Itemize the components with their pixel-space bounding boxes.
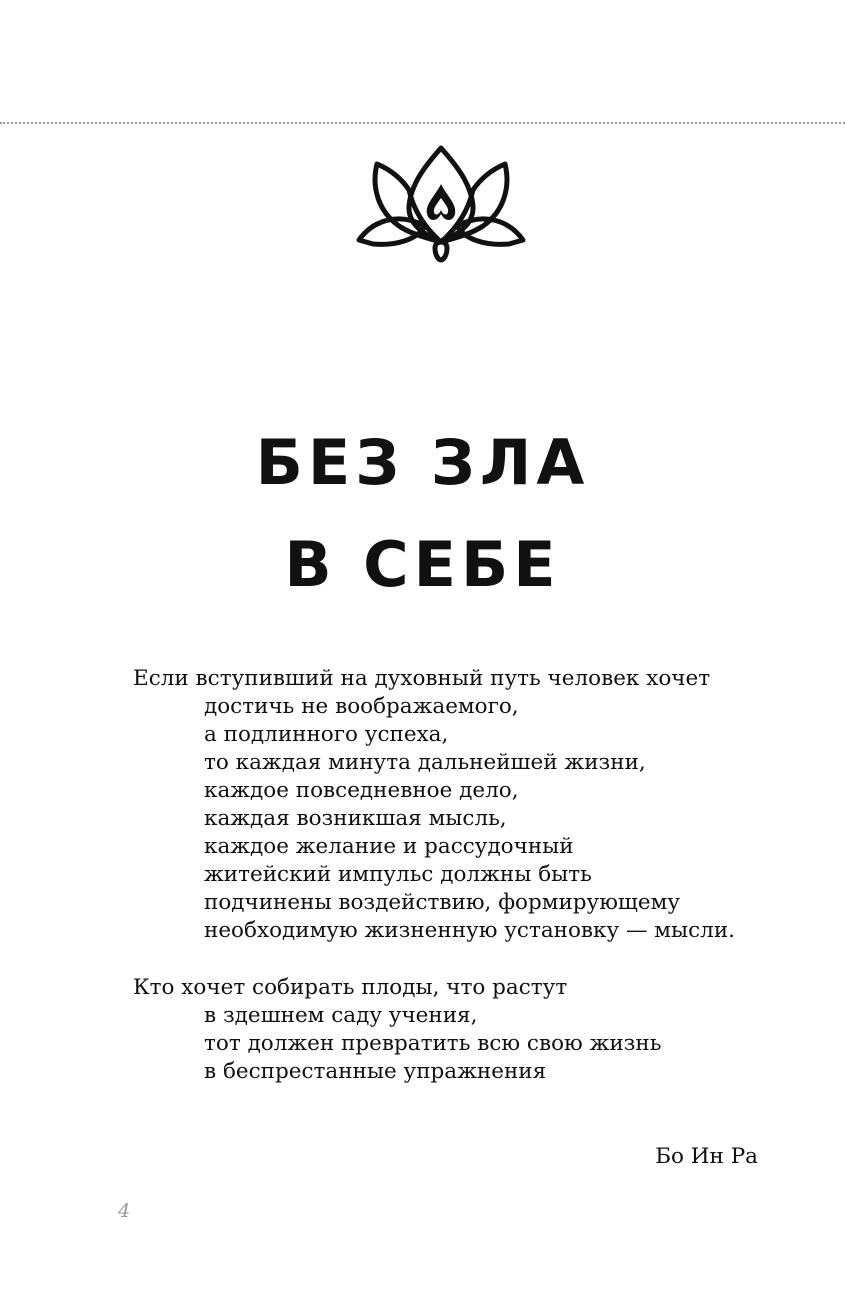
- author-attribution: Бо Ин Ра: [655, 1144, 758, 1169]
- stanza-1: [133, 665, 735, 945]
- page-title-line-1: БЕЗ ЗЛА: [255, 426, 590, 499]
- stanza-line: каждое желание и рассудочный: [204, 834, 574, 859]
- page-number: 4: [118, 1200, 131, 1222]
- stanza-line: Кто хочет собирать плоды, что растут: [133, 975, 568, 1000]
- lotus-icon: [355, 142, 527, 264]
- page-title-line-2: В СЕБЕ: [284, 528, 561, 601]
- stanza-line: то каждая минута дальнейшей жизни,: [204, 750, 646, 775]
- stanza-2: [133, 974, 661, 1086]
- stanza-line: Если вступивший на духовный путь человек хочет: [133, 666, 711, 691]
- stanza-line: тот должен превратить всю свою жизнь: [204, 1031, 662, 1056]
- stanza-line: каждая возникшая мысль,: [204, 806, 507, 831]
- stanza-line: в здешнем саду учения,: [204, 1003, 478, 1028]
- stanza-line: достичь не воображаемого,: [204, 694, 519, 719]
- stanza-line: а подлинного успеха,: [204, 722, 449, 747]
- dotted-divider: [0, 122, 845, 124]
- stanza-line: в беспрестанные упражнения: [204, 1059, 547, 1084]
- stanza-line: каждое повседневное дело,: [204, 778, 519, 803]
- stanza-line: житейский импульс должны быть: [204, 862, 592, 887]
- stanza-line: необходимую жизненную установку — мысли.: [204, 918, 735, 943]
- stanza-line: подчинены воздействию, формирующему: [204, 890, 681, 915]
